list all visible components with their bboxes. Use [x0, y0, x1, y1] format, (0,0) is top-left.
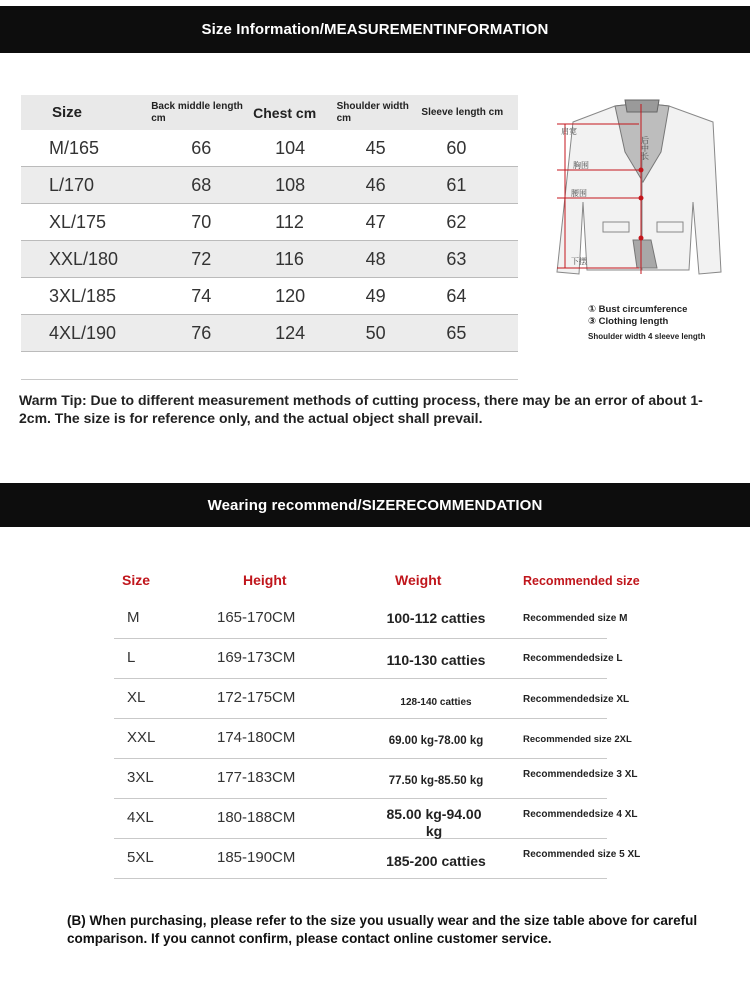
header-sleeve: Sleeve length cm: [421, 95, 518, 130]
cell-size: XXL/180: [21, 241, 151, 278]
rec-height: 174-180CM: [217, 729, 296, 746]
cell-shoulder: 46: [337, 167, 422, 204]
cell-sleeve: 62: [421, 204, 518, 241]
purchase-note: (B) When purchasing, please refer to the size you usually wear and the size table above for careful comparison. If you cannot confirm, please contact online customer service.: [67, 913, 698, 946]
jacket-neck-shape: [625, 100, 659, 112]
size-table: [21, 95, 518, 352]
cell-back-length: 70: [151, 204, 253, 241]
rec-size: 4XL: [127, 809, 154, 826]
cell-shoulder: 47: [337, 204, 422, 241]
jacket-measurement-diagram: [553, 92, 723, 282]
cell-size: 4XL/190: [21, 315, 151, 352]
cell-back-length: 68: [151, 167, 253, 204]
header-back-length: Back middle length cm: [151, 95, 253, 130]
cell-sleeve: 63: [421, 241, 518, 278]
measure-point: [639, 168, 644, 173]
cell-size: M/165: [21, 130, 151, 167]
rec-weight: 77.50 kg-85.50 kg: [388, 775, 484, 787]
rec-size: XXL: [127, 729, 156, 746]
recommendation-banner: Wearing recommend/SIZERECOMMENDATION: [0, 483, 750, 527]
cell-size: 3XL/185: [21, 278, 151, 315]
table-divider: [21, 379, 518, 380]
rec-size: XL: [127, 689, 146, 706]
header-chest: Chest cm: [253, 95, 336, 130]
cell-chest: 104: [253, 130, 336, 167]
header-size: Size: [21, 95, 151, 130]
rec-recommended: Recommendedsize L: [523, 653, 623, 664]
table-row: [114, 798, 638, 839]
cell-chest: 124: [253, 315, 336, 352]
table-row: [21, 315, 518, 352]
cell-size: XL/175: [21, 204, 151, 241]
table-row: [114, 638, 623, 679]
measure-point: [639, 196, 644, 201]
table-row: [114, 598, 628, 639]
cell-sleeve: 61: [421, 167, 518, 204]
rec-recommended: Recommended size M: [523, 613, 628, 624]
cell-back-length: 66: [151, 130, 253, 167]
rec-height: 180-188CM: [217, 809, 296, 826]
size-table-header: [21, 95, 518, 130]
table-row: [114, 758, 638, 799]
rec-weight: 100-112 catties: [386, 610, 486, 626]
measurement-banner: Size Information/MEASUREMENTINFORMATION: [0, 6, 750, 53]
warm-tip: Warm Tip: Due to different measurement methods of cutting process, there may be an error of about 1-2cm. The size is for reference only, and the actual object shall prevail.: [19, 392, 703, 426]
cell-chest: 120: [253, 278, 336, 315]
cell-shoulder: 45: [337, 130, 422, 167]
rec-size: L: [127, 649, 136, 666]
cell-shoulder: 50: [337, 315, 422, 352]
cell-shoulder: 48: [337, 241, 422, 278]
rec-size: 3XL: [127, 769, 154, 786]
diagram-label-back-length: 后中长: [640, 136, 650, 160]
rec-size: 5XL: [127, 849, 154, 866]
legend-length: ③ Clothing length: [588, 316, 669, 327]
table-row: [114, 678, 630, 719]
diagram-label-bust: 胸围: [573, 161, 589, 170]
header-shoulder: Shoulder width cm: [337, 95, 422, 130]
rec-height: 165-170CM: [217, 609, 296, 626]
diagram-label-hem: 下摆: [571, 257, 587, 266]
table-row: [114, 718, 632, 759]
rec-header-size: Size: [122, 572, 151, 588]
legend-bust: ① Bust circumference: [588, 304, 688, 315]
cell-back-length: 76: [151, 315, 253, 352]
cell-sleeve: 60: [421, 130, 518, 167]
cell-chest: 116: [253, 241, 336, 278]
cell-shoulder: 49: [337, 278, 422, 315]
rec-weight: 128-140 catties: [400, 697, 472, 708]
diagram-legend: [588, 304, 738, 343]
rec-recommended: Recommendedsize 4 XL: [523, 809, 638, 820]
table-row: [21, 204, 518, 241]
rec-weight: 185-200 catties: [386, 853, 486, 869]
rec-header-weight: Weight: [395, 572, 442, 588]
diagram-label-shoulder: 肩宽: [561, 127, 577, 136]
cell-sleeve: 64: [421, 278, 518, 315]
rec-recommended: Recommendedsize 3 XL: [523, 769, 638, 780]
rec-height: 169-173CM: [217, 649, 296, 666]
cell-sleeve: 65: [421, 315, 518, 352]
cell-back-length: 72: [151, 241, 253, 278]
measure-point: [639, 236, 644, 241]
table-row: [21, 241, 518, 278]
rec-weight: 69.00 kg-78.00 kg: [388, 735, 484, 747]
rec-weight: 110-130 catties: [386, 652, 486, 668]
rec-height: 185-190CM: [217, 849, 296, 866]
table-row: [21, 130, 518, 167]
rec-recommended: Recommended size 2XL: [523, 734, 632, 745]
rec-size: M: [127, 609, 140, 626]
table-row: [21, 167, 518, 204]
rec-header-recommended: Recommended size: [523, 574, 640, 588]
rec-recommended: Recommendedsize XL: [523, 694, 630, 705]
rec-weight: 85.00 kg-94.00 kg: [386, 806, 482, 839]
cell-chest: 108: [253, 167, 336, 204]
legend-shoulder-sleeve: Shoulder width 4 sleeve length: [588, 332, 706, 341]
rec-header-height: Height: [243, 572, 287, 588]
rec-recommended: Recommended size 5 XL: [523, 849, 641, 860]
table-row: [114, 838, 641, 879]
diagram-label-waist: 腰围: [571, 189, 587, 198]
table-row: [21, 278, 518, 315]
rec-height: 177-183CM: [217, 769, 296, 786]
cell-chest: 112: [253, 204, 336, 241]
rec-height: 172-175CM: [217, 689, 296, 706]
cell-size: L/170: [21, 167, 151, 204]
cell-back-length: 74: [151, 278, 253, 315]
